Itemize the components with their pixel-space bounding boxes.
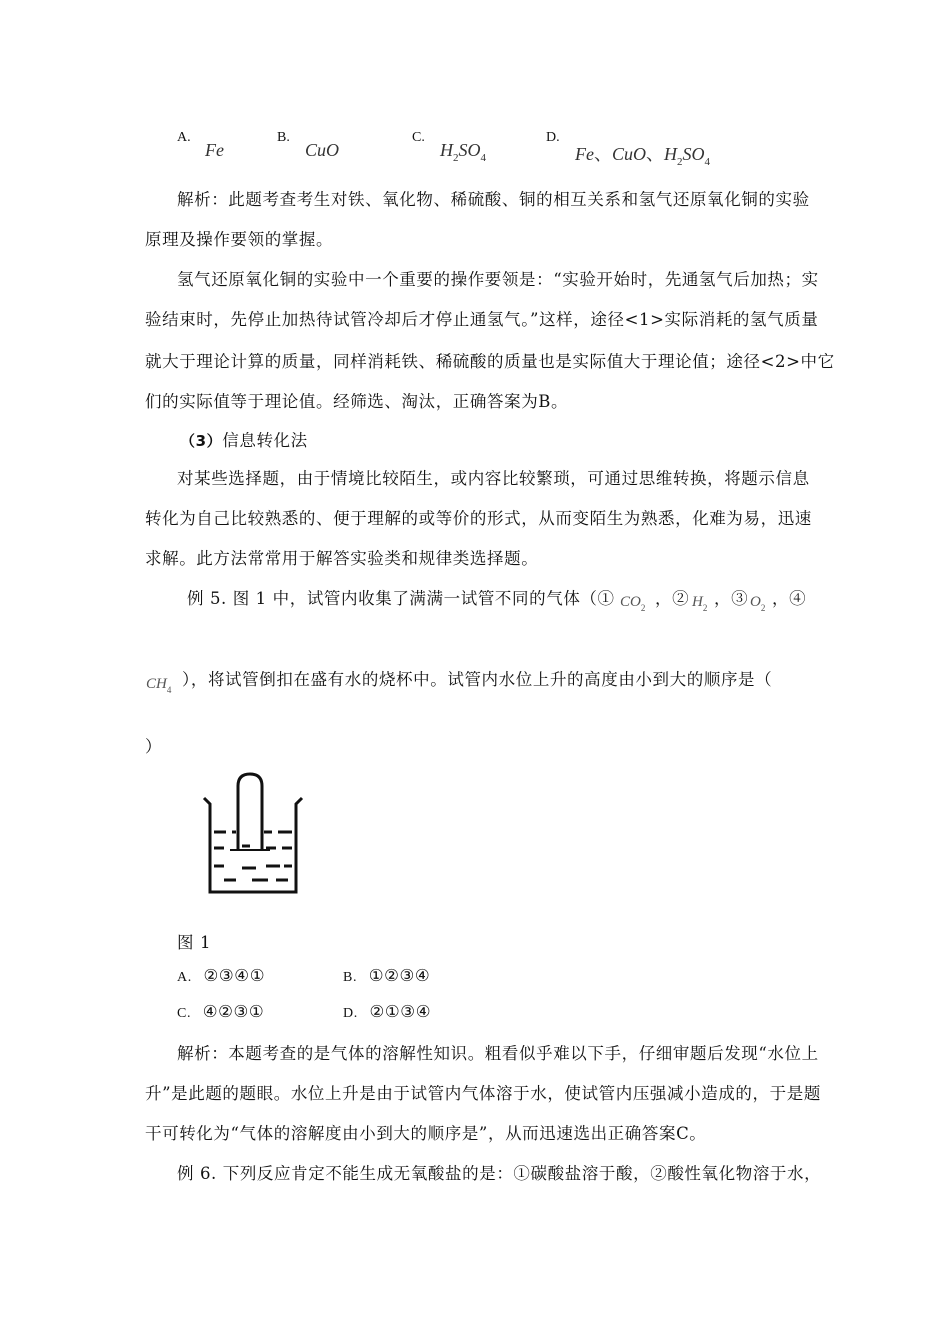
option-d-label: D. [546,130,560,145]
example5-intro: 例 5. 图 1 中，试管内收集了满满一试管不同的气体（① [187,589,615,608]
sep-3: ，③ [714,589,749,608]
para2-line4: 们的实际值等于理论值。经筛选、淘汰，正确答案为B。 [145,392,569,411]
example6-line1: 例 6. 下列反应肯定不能生成无氧酸盐的是：①碳酸盐溶于酸，②酸性氧化物溶于水， [177,1164,822,1183]
gas-ch4: $CH_4$ [146,676,172,695]
example5-line2: ），将试管倒扣在盛有水的烧杯中。试管内水位上升的高度由小到大的顺序是（ [182,670,773,689]
option-b-label: B. [277,130,290,145]
para4-line2: 升”是此题的题眼。水位上升是由于试管内气体溶于水，使试管内压强减小造成的，于是题 [145,1084,821,1103]
para2-line1: 氢气还原氧化铜的实验中一个重要的操作要领是：“实验开始时，先通氢气后加热；实 [177,270,819,289]
gas-co2: $CO_2$ [620,594,646,613]
para2-line3: 就大于理论计算的质量，同样消耗铁、稀硫酸的质量也是实际值大于理论值；途径<2>中它 [145,352,835,371]
option-c-label: C. [412,130,425,145]
choice-d: D. ②①③④ [343,1002,432,1021]
choice-b: B. ①②③④ [343,966,431,985]
beaker-outline [204,798,302,892]
section3-heading: （3）信息转化法 [180,431,308,450]
choice-c: C. ④②③① [177,1002,265,1021]
option-d-formula: Fe、CuO、$H_2SO_4$ [575,144,710,168]
para4-line1: 解析：本题考查的是气体的溶解性知识。粗看似乎难以下手，仔细审题后发现“水位上 [177,1044,819,1063]
example5-line3: ） [145,737,163,756]
sep-4: ，④ [772,589,807,608]
option-a-formula: Fe [205,140,224,160]
gas-h2: $H_2$ [692,594,708,613]
option-a-label: A. [177,130,191,145]
para3-line2: 转化为自己比较熟悉的、便于理解的或等价的形式，从而变陌生为熟悉，化难为易，迅速 [145,509,812,528]
option-b-formula: CuO [305,140,340,160]
sep-2: ，② [655,589,690,608]
figure-caption: 图 1 [177,933,212,952]
gas-o2: $O_2$ [750,594,766,613]
para4-line3: 干可转化为“气体的溶解度由小到大的顺序是”，从而迅速选出正确答案C。 [145,1124,707,1143]
para2-line2: 验结束时，先停止加热待试管冷却后才停止通氢气。”这样，途径<1>实际消耗的氢气质量 [145,310,819,329]
para3-line3: 求解。此方法常常用于解答实验类和规律类选择题。 [145,549,539,568]
para1-line1: 解析：此题考查考生对铁、氧化物、稀硫酸、铜的相互关系和氢气还原氧化铜的实验 [177,190,810,209]
para3-line1: 对某些选择题，由于情境比较陌生，或内容比较繁琐，可通过思维转换，将题示信息 [177,469,810,488]
choice-a: A. ②③④① [177,966,266,985]
water-dashes [214,832,292,880]
option-c-formula: $H_2SO_4$ [440,140,486,164]
beaker-figure [200,770,310,900]
para1-line2: 原理及操作要领的掌握。 [145,230,334,249]
test-tube [238,774,262,850]
